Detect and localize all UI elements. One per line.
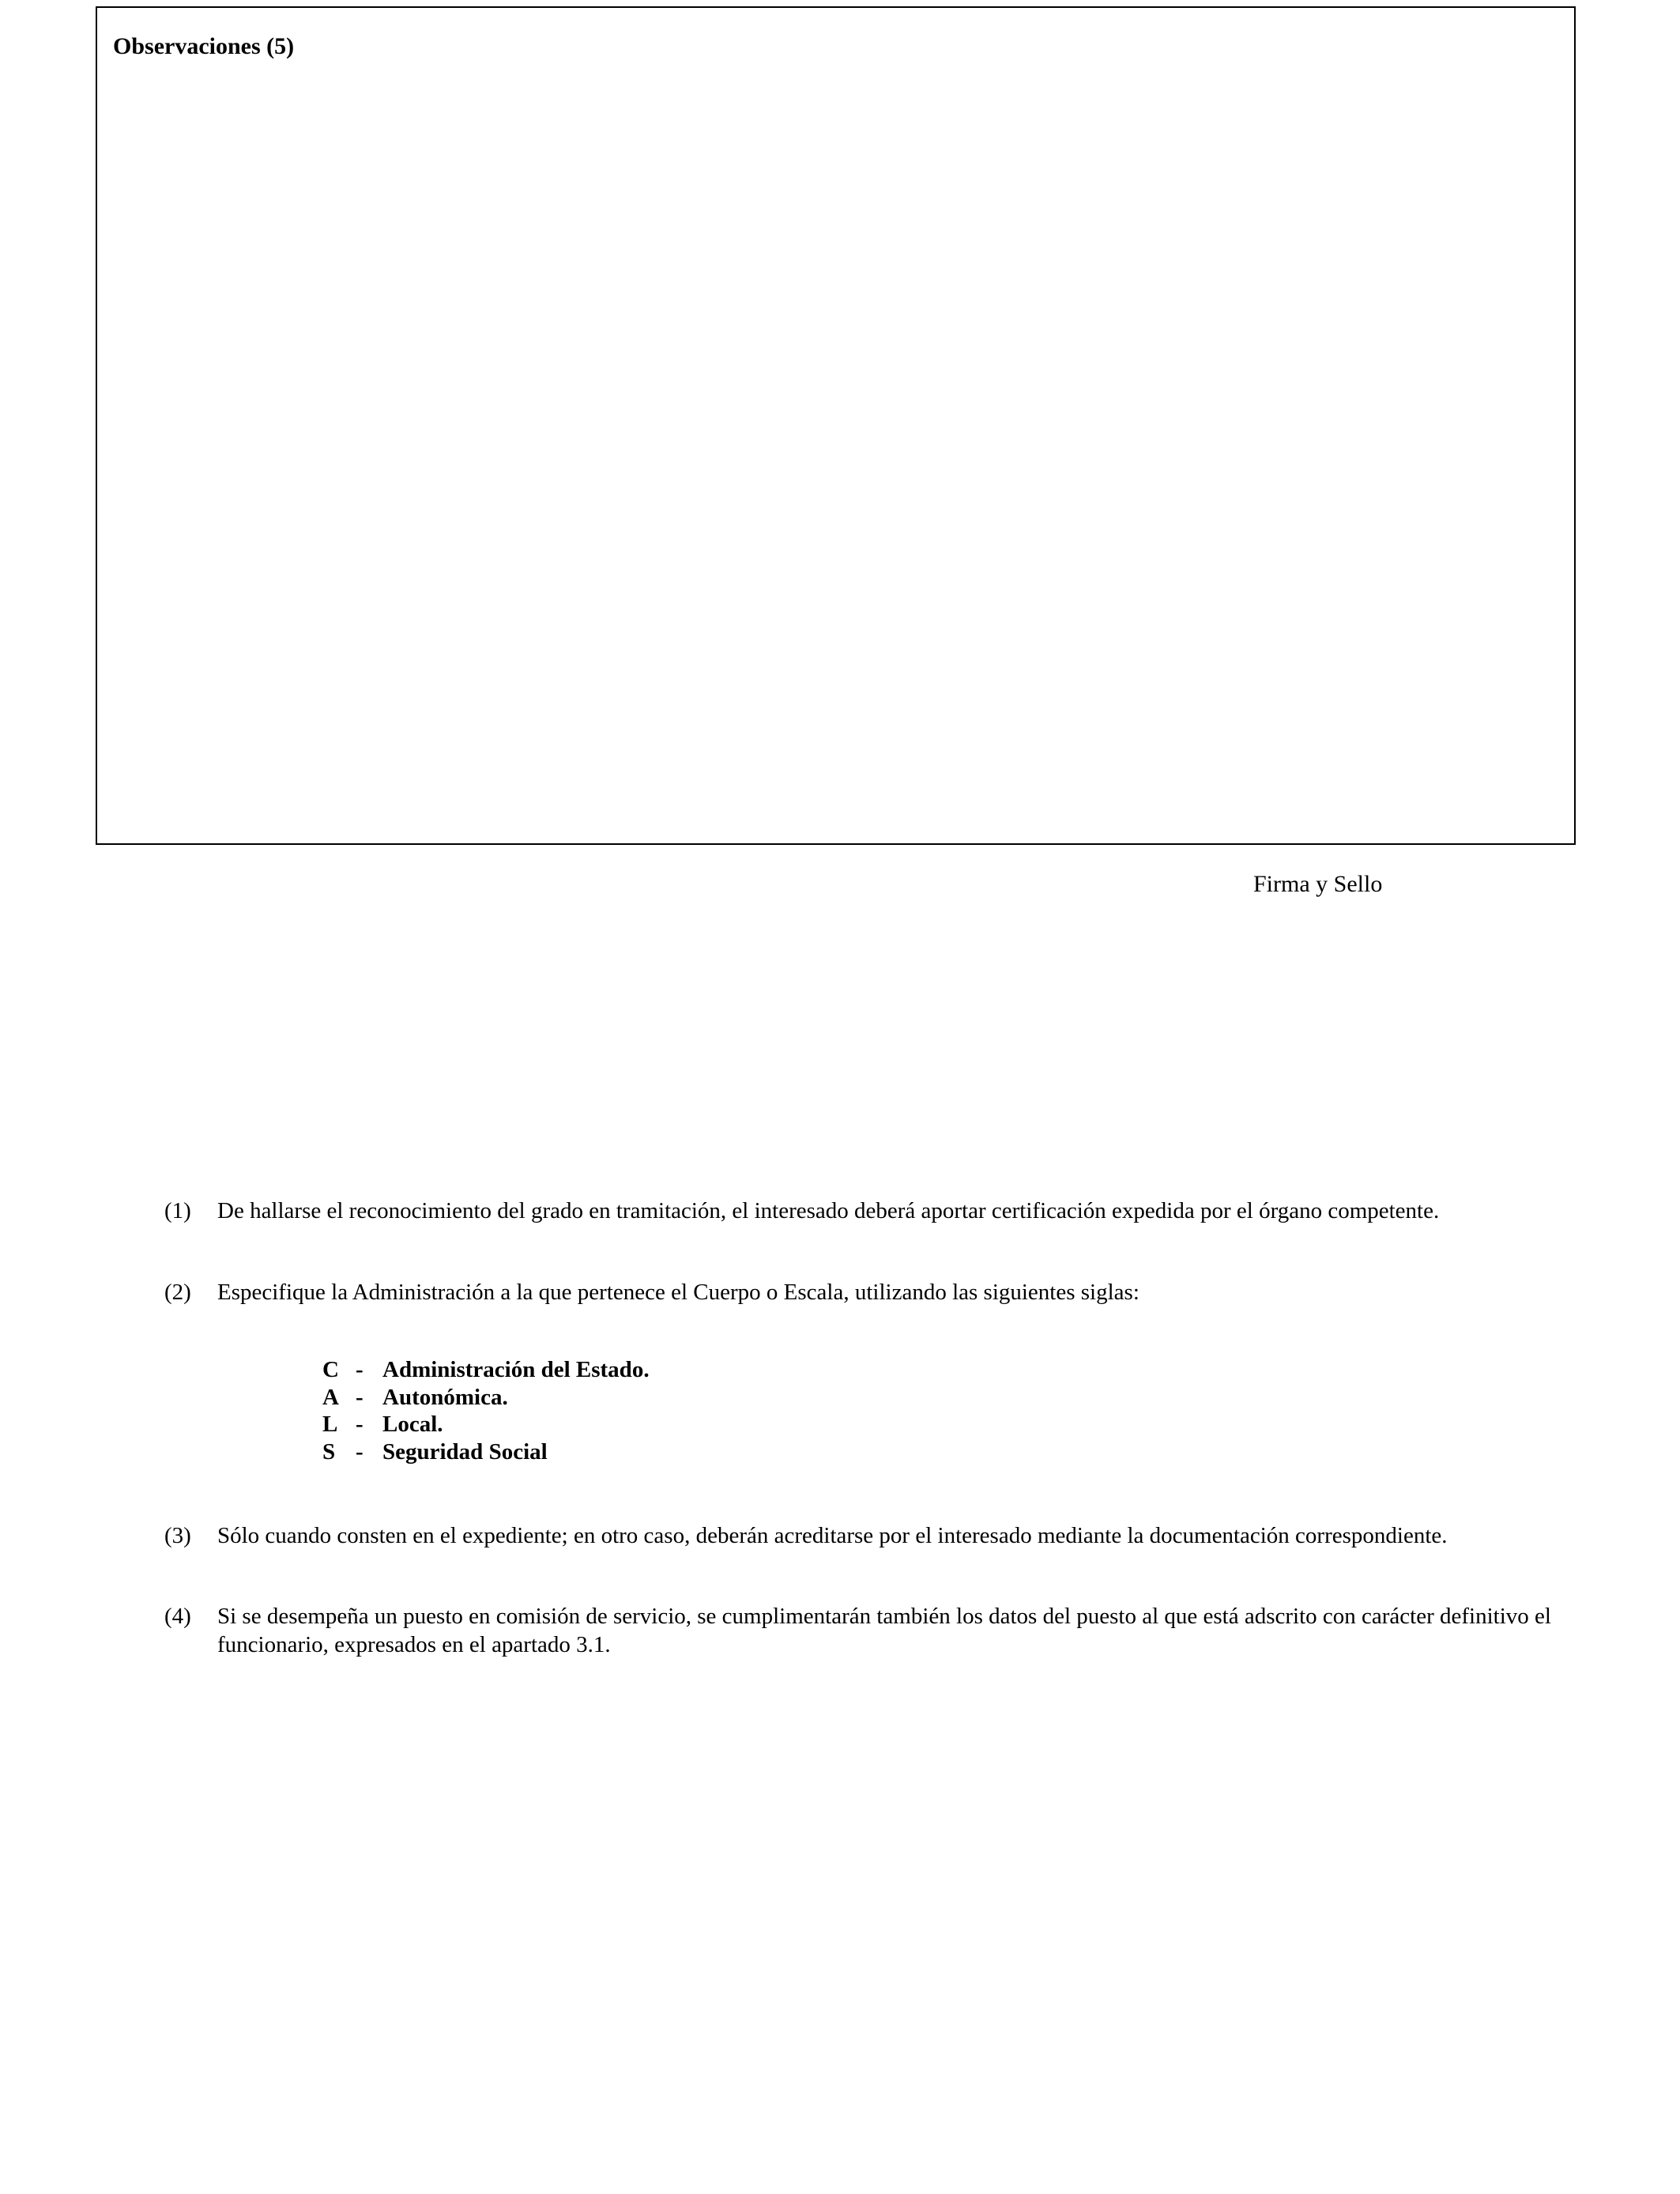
sigla-label: Local. — [382, 1412, 443, 1437]
sigla-dash: - — [356, 1357, 363, 1382]
sigla-item — [322, 1438, 650, 1466]
sigla-item — [322, 1356, 650, 1384]
siglas-list — [322, 1356, 650, 1465]
footnote-text: Sólo cuando consten en el expediente; en otro caso, deberán acreditarse por el interesado mediante la documentación correspondiente. — [217, 1523, 1448, 1548]
observaciones-title: Observaciones (5) — [113, 33, 295, 59]
sigla-label: Autonómica. — [382, 1384, 508, 1410]
sigla-item — [322, 1384, 650, 1412]
sigla-dash: - — [356, 1438, 363, 1465]
footnote-text: Especifique la Administración a la que pertenece el Cuerpo o Escala, utilizando las siguientes siglas: — [217, 1280, 1139, 1305]
footnote-text: De hallarse el reconocimiento del grado en tramitación, el interesado deberá aportar certificación expedida por el órgano competente. — [217, 1198, 1440, 1223]
footnote-number: (1) — [164, 1198, 191, 1223]
firma-y-sello-label: Firma y Sello — [1253, 871, 1383, 897]
footnote-number: (4) — [164, 1604, 191, 1629]
sigla-label: Seguridad Social — [382, 1438, 548, 1465]
sigla-code: L — [322, 1412, 338, 1437]
sigla-dash: - — [356, 1384, 363, 1410]
sigla-code: C — [322, 1357, 339, 1382]
sigla-item — [322, 1411, 650, 1438]
footnote-number: (3) — [164, 1523, 191, 1548]
footnote-text: Si se desempeña un puesto en comisión de servicio, se cumplimentarán también los datos del puesto al que está adscrito con carácter definitivo el funcionario, expresados en el apartado 3.1. — [217, 1604, 1551, 1657]
footnote-number: (2) — [164, 1280, 191, 1305]
sigla-dash: - — [356, 1412, 363, 1437]
sigla-code: A — [322, 1384, 339, 1410]
observaciones-box — [96, 6, 1576, 845]
sigla-code: S — [322, 1438, 336, 1465]
sigla-label: Administración del Estado. — [382, 1357, 650, 1382]
